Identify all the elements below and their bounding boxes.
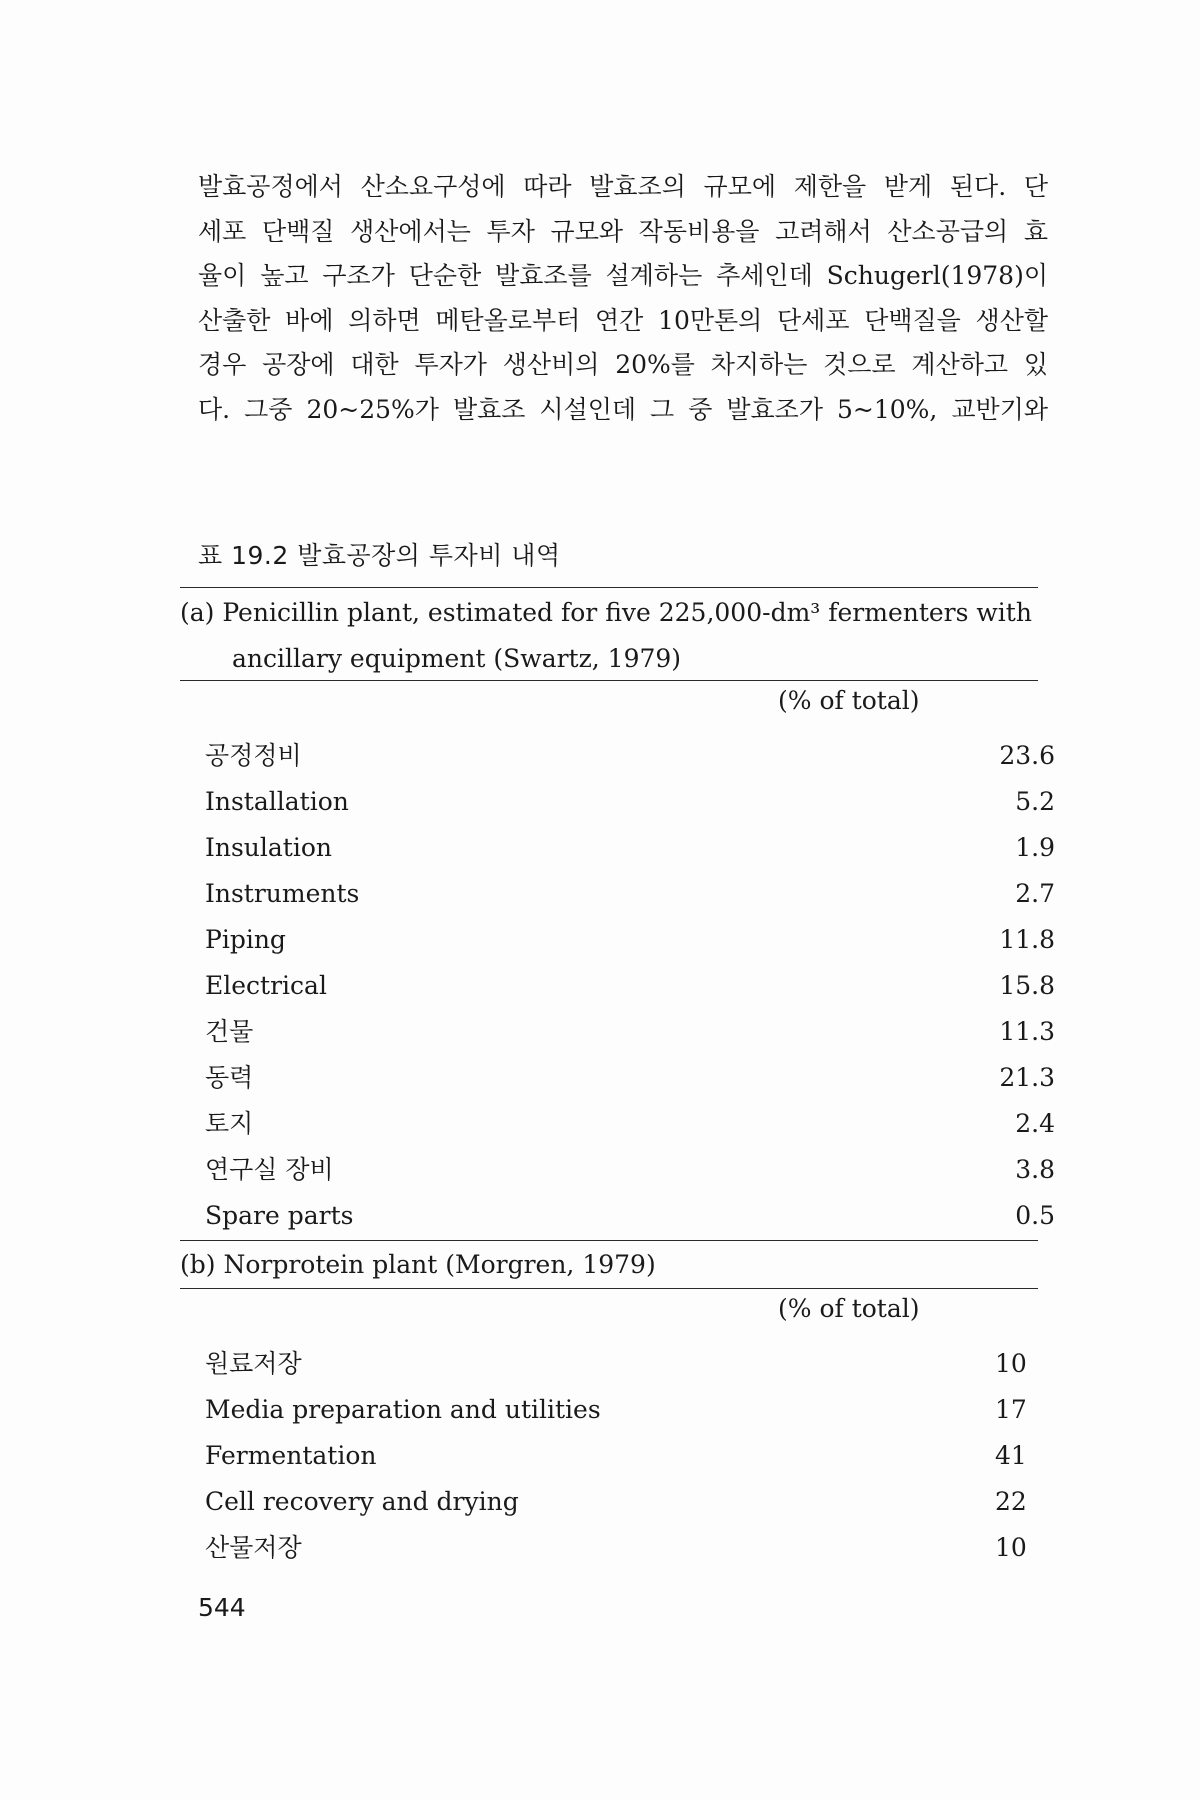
row-label: Fermentation	[205, 1441, 377, 1470]
table-row	[205, 1055, 1055, 1101]
row-label: 건물	[205, 1017, 254, 1046]
table-row	[205, 1433, 1025, 1479]
section-b-top-rule	[180, 1240, 1038, 1241]
row-value: 5.2	[1015, 787, 1055, 816]
row-value: 21.3	[999, 1063, 1055, 1092]
table-row	[205, 825, 1055, 871]
row-value: 15.8	[999, 971, 1055, 1000]
section-a-title	[180, 590, 1040, 682]
row-value: 2.4	[1015, 1109, 1055, 1138]
row-label: Instruments	[205, 879, 360, 908]
row-label: Piping	[205, 925, 286, 954]
row-value: 23.6	[999, 741, 1055, 770]
table-row	[205, 1147, 1055, 1193]
row-value: 0.5	[1015, 1201, 1055, 1230]
section-a-title-line2: ancillary equipment (Swartz, 1979)	[232, 644, 682, 673]
paragraph-line: 경우 공장에 대한 투자가 생산비의 20%를 차지하는 것으로 계산하고 있	[198, 350, 1048, 379]
row-value: 2.7	[1015, 879, 1055, 908]
row-label: Cell recovery and drying	[205, 1487, 519, 1516]
row-value: 3.8	[1015, 1155, 1055, 1184]
row-value: 11.8	[999, 925, 1055, 954]
row-value: 10	[995, 1533, 1027, 1562]
section-b-header-rule	[180, 1288, 1038, 1289]
table-row	[205, 733, 1055, 779]
table-row	[205, 1009, 1055, 1055]
row-label: 토지	[205, 1109, 254, 1138]
row-label: 원료저장	[205, 1349, 302, 1378]
paragraph-line: 율이 높고 구조가 단순한 발효조를 설계하는 추세인데 Schugerl(1978)이	[198, 261, 1048, 290]
table-row	[205, 1387, 1025, 1433]
row-label: Media preparation and utilities	[205, 1395, 601, 1424]
row-value: 22	[995, 1487, 1027, 1516]
row-label: Installation	[205, 787, 349, 816]
table-top-rule	[180, 587, 1038, 588]
table-caption: 표 19.2 발효공장의 투자비 내역	[198, 541, 561, 570]
table-row	[205, 963, 1055, 1009]
section-b-column-header: (% of total)	[778, 1294, 920, 1323]
row-label: 공정정비	[205, 741, 302, 770]
section-a-header-rule	[180, 680, 1038, 681]
paragraph-line: 다. 그중 20~25%가 발효조 시설인데 그 중 발효조가 5~10%, 교반기와	[198, 394, 1048, 424]
row-label: Spare parts	[205, 1201, 354, 1230]
paragraph-line: 산출한 바에 의하면 메탄올로부터 연간 10만톤의 단세포 단백질을 생산할	[198, 305, 1048, 335]
row-value: 10	[995, 1349, 1027, 1378]
table-row	[205, 871, 1055, 917]
table-row	[205, 917, 1055, 963]
table-row	[205, 1479, 1025, 1525]
row-value: 17	[995, 1395, 1027, 1424]
section-b-title: (b) Norprotein plant (Morgren, 1979)	[180, 1250, 656, 1279]
table-row	[205, 1193, 1055, 1239]
row-label: 산물저장	[205, 1533, 302, 1562]
table-row	[205, 779, 1055, 825]
row-value: 1.9	[1015, 833, 1055, 862]
table-row	[205, 1525, 1025, 1571]
row-label: 연구실 장비	[205, 1155, 334, 1184]
row-value: 11.3	[999, 1017, 1055, 1046]
section-a-column-header: (% of total)	[778, 686, 920, 715]
page-number: 544	[198, 1593, 246, 1622]
paragraph-line: 세포 단백질 생산에서는 투자 규모와 작동비용을 고려해서 산소공급의 효	[198, 216, 1048, 246]
section-a-title-line1: (a) Penicillin plant, estimated for five 225,000-dm³ fermenters with	[180, 598, 1032, 627]
row-label: 동력	[205, 1063, 254, 1092]
table-row	[205, 1101, 1055, 1147]
row-label: Electrical	[205, 971, 327, 1000]
paragraph-line: 발효공정에서 산소요구성에 따라 발효조의 규모에 제한을 받게 된다. 단	[198, 172, 1048, 201]
row-label: Insulation	[205, 833, 333, 862]
table-row	[205, 1341, 1025, 1387]
row-value: 41	[995, 1441, 1027, 1470]
body-paragraph	[198, 165, 1048, 432]
